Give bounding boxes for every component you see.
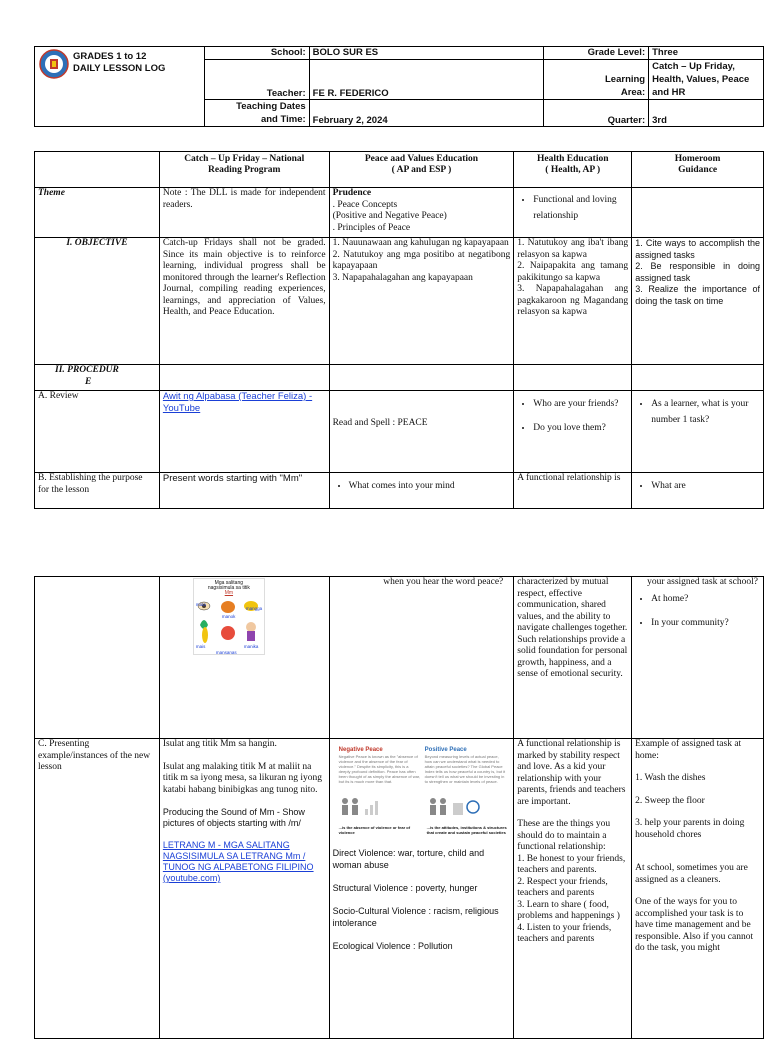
empty-header-cell — [35, 152, 160, 188]
presenting-reading: Isulat ang titik Mm sa hangin. Isulat ang malaking titik M at maliit na titik m sa iyong mesa, sa likuran ng iyong katabi habang binibigkas ang tunog nito. Producing the Sound of Mm - Show pictures of objects starting with /m/ LETRANG M - MGA SALITANG NAGSISIMULA SA LETRANG Mm / TUNOG NG ALPABETONG FILIPINO (youtube.com) — [159, 739, 329, 1039]
presenting-homeroom: Example of assigned task at home: 1. Wash the dishes 2. Sweep the floor 3. help your parents in doing household chores At school, sometimes you are assigned as a cleaners. One of the ways for you to accomplished your task is to have time management and be responsible. Also if you cannot do the task, you might — [632, 739, 764, 1039]
purpose-continued-row — [35, 577, 764, 739]
purpose-label: B. Establishing the purpose for the lesson — [35, 473, 160, 509]
positive-peace-title: Positive Peace — [424, 747, 467, 753]
procedure-label: II. PROCEDUR E — [35, 365, 160, 391]
presenting-peace: Negative Peace Negative Peace is known as the "absence of violence and the absence of the fear of violence." Despite its simplicity, this is a deeply profound definition. Peace has often been thought of as simply the absence of war, but its is much more than that. Positive Peace Beyond measuring levels of actual peace, how can we understand what is needed to attain peaceful societies? The Global Peace Index tells us how peaceful a country is, but it doesn't tell us what we should be investing in to strengthen or maintain levels of peace. ...is the absence of violence or fear of violence ...is the attitudes, institutions & structures that create and sustain peaceful societies Direct Violence: war, torture, child and woman abuse Structural Violence : poverty, hunger Socio-Cultural Violence : racism, religious intolerance Ecological Violence : Pollution — [329, 739, 514, 1039]
peace-infographic: Negative Peace Negative Peace is known as the "absence of violence and the absence of the fear of violence." Despite its simplicity, this is a deeply profound definition. Peace has often been thought of as simply the absence of war, but its is much more than that. Positive Peace Beyond measuring levels of actual peace, how can we understand what is needed to attain peaceful societies? The Global Peace Index tells us how peaceful a country is, but it doesn't tell us what we should be investing in to strengthen or maintain levels of peace. ...is the absence of violence or fear of violence ...is the attitudes, institutions & structures that create and sustain peaceful societies — [333, 747, 511, 847]
header-table — [34, 46, 764, 127]
presenting-label: C. Presenting example/instances of the new lesson — [35, 739, 160, 1039]
grade-value: Three — [649, 47, 764, 60]
objective-health: 1. Natutukoy ang iba't ibang relasyon sa kapwa 2. Naipapakita ang tamang pakikitungo sa kapwa 3. Napapahalagahan ang pagkakaroon ng Magandang relasyon sa kapwa — [514, 238, 632, 365]
homeroom-column-header: Homeroom Guidance — [632, 152, 764, 188]
letrang-m-video-link[interactable]: LETRANG M - MGA SALITANG NAGSISIMULA SA LETRANG Mm / TUNOG NG ALPABETONG FILIPINO (youtube.com) — [162, 840, 314, 883]
objective-peace: 1. Nauunawaan ang kahulugan ng kapayapaan 2. Natutukoy ang mga positibo at negatibong kapayapaan 3. Napapahalagahan ang kapayapaan — [329, 238, 514, 365]
deped-seal-icon — [37, 49, 71, 79]
review-health: • Who are your friends? • Do you love them? — [514, 391, 632, 473]
purpose-peace: • What comes into your mind — [329, 473, 514, 509]
theme-reading: Note : The DLL is made for independent readers. — [159, 188, 329, 238]
area-label: Learning Area: — [544, 60, 649, 100]
purpose-health: A functional relationship is — [514, 473, 632, 509]
doc-title-line1: GRADES 1 to 12 — [73, 51, 147, 62]
theme-health: • Functional and loving relationship — [514, 188, 632, 238]
header-title-cell — [35, 47, 205, 127]
peace-column-header: Peace aad Values Education ( AP and ESP ) — [329, 152, 514, 188]
teacher-label: Teacher: — [204, 60, 309, 100]
theme-peace: Prudence . Peace Concepts (Positive and Negative Peace) . Principles of Peace — [329, 188, 514, 238]
reading-column-header: Catch – Up Friday – National Reading Program — [159, 152, 329, 188]
mm-words-picture: Mga salitang nagsisimula sa titik Mm mata manok mangga mais mansanas manika — [193, 578, 265, 655]
quarter-value: 3rd — [649, 100, 764, 127]
purpose-homeroom: • What are — [632, 473, 764, 509]
review-reading — [159, 391, 329, 473]
objective-reading: Catch-up Fridays shall not be graded. Since its main objective is to reinforce learning, individual progress shall be monitored through the learner's Reflection Journal, compiling reading experiences, learnings, and appreciation of Values, Health, and Peace Education. — [159, 238, 329, 365]
objective-label: I. OBJECTIVE — [35, 238, 160, 365]
teacher-value: FE R. FEDERICO — [309, 60, 544, 100]
column-header-row — [35, 152, 764, 188]
school-value: BOLO SUR ES — [309, 47, 544, 60]
purpose-homeroom-cont: your assigned task at school? • At home? • In your community? — [632, 577, 764, 739]
purpose-reading: Present words starting with "Mm" — [159, 473, 329, 509]
area-value: Catch – Up Friday, Health, Values, Peace and HR — [649, 60, 764, 100]
dates-value: February 2, 2024 — [309, 100, 544, 127]
quarter-label: Quarter: — [544, 100, 649, 127]
purpose-label-cont — [35, 577, 160, 739]
review-row — [35, 391, 764, 473]
purpose-health-cont: characterized by mutual respect, effective communication, shared values, and the ability to navigate challenges together. Such relationships provide a solid foundation for personal growth, happiness, and a sense of emotional security. — [514, 577, 632, 739]
theme-row — [35, 188, 764, 238]
review-label: A. Review — [35, 391, 160, 473]
objective-row — [35, 238, 764, 365]
theme-homeroom — [632, 188, 764, 238]
review-peace: Read and Spell : PEACE — [329, 391, 514, 473]
school-label: School: — [204, 47, 309, 60]
review-homeroom: • As a learner, what is your number 1 task? — [632, 391, 764, 473]
negative-peace-title: Negative Peace — [338, 747, 383, 753]
objective-homeroom: 1. Cite ways to accomplish the assigned tasks 2. Be responsible in doing assigned task 3. Realize the importance of doing the task on time — [632, 238, 764, 365]
peace-people-icon — [337, 797, 517, 819]
presenting-health: A functional relationship is marked by stability respect and love. As a kid your relationship with your parents, friends and teachers are important. These are the things you should do to maintain a functional relationship: 1. Be honest to your friends, teachers and parents. 2. Respect your friends, teachers and parents 3. Learn to share ( food, problems and happenings ) 4. Listen to your friends, teachers and parents — [514, 739, 632, 1039]
health-column-header: Health Education ( Health, AP ) — [514, 152, 632, 188]
purpose-reading-cont — [159, 577, 329, 739]
purpose-row — [35, 473, 764, 509]
doc-title-line2: DAILY LESSON LOG — [73, 63, 166, 74]
theme-label: Theme — [35, 188, 160, 238]
grade-label: Grade Level: — [544, 47, 649, 60]
lesson-table-continued — [34, 576, 764, 1039]
purpose-peace-cont: when you hear the word peace? — [329, 577, 514, 739]
alpabasa-video-link[interactable]: Awit ng Alpabasa (Teacher Feliza) - YouTube — [162, 391, 313, 414]
dates-label: Teaching Dates and Time: — [204, 100, 309, 127]
procedure-row — [35, 365, 764, 391]
lesson-table — [34, 151, 764, 509]
presenting-row — [35, 739, 764, 1039]
